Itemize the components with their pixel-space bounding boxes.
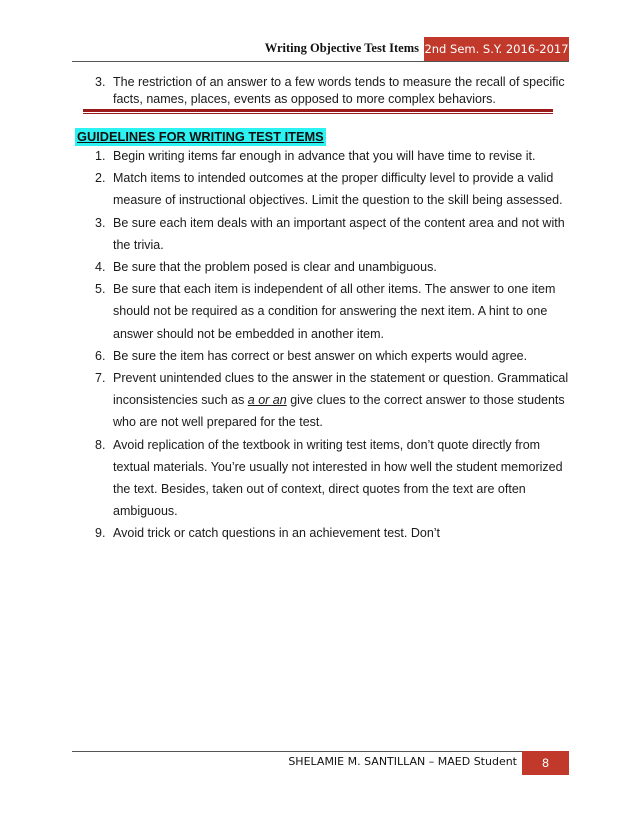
- item-number: 2.: [95, 171, 106, 186]
- item-number: 1.: [95, 149, 106, 163]
- item-number: 8.: [95, 437, 106, 452]
- page-header: [72, 37, 569, 61]
- item-text: Avoid replication of the textbook in writing test items, don’t quote directly from textual materials. You’re usually not interested in how well the student memorized the text. Besides, taken out of context, direct quotes from the text are often ambiguous.: [113, 437, 563, 519]
- list-item: [95, 256, 573, 278]
- item-text: Be sure that each item is independent of all other items. The answer to one item should not be required as a condition for answering the next item. A hint to one answer should not be embedded in another item.: [113, 282, 556, 341]
- item-text: The restriction of an answer to a few words tends to measure the recall of specific facts, names, places, events as opposed to more complex behaviors.: [113, 75, 565, 106]
- list-item: [95, 345, 573, 367]
- item-text: Begin writing items far enough in advance that you will have time to revise it.: [113, 149, 536, 163]
- header-title: Writing Objective Test Items: [264, 41, 419, 55]
- page-footer: [72, 751, 569, 770]
- continued-list-item: [95, 74, 565, 108]
- item-number: 7.: [95, 371, 106, 386]
- item-number: 3.: [95, 215, 106, 230]
- item-text-after: give clues to the correct answer to those students who are not well prepared for the test.: [113, 393, 565, 430]
- list-item: [95, 145, 573, 167]
- item-text-before: Prevent unintended clues to the answer in the statement or question. Grammatical inconsistencies such as: [113, 371, 569, 408]
- item-number: 9.: [95, 526, 106, 541]
- item-text: Be sure that the problem posed is clear and unambiguous.: [113, 260, 437, 275]
- item-text: Be sure the item has correct or best answer on which experts would agree.: [113, 348, 528, 363]
- section-heading: GUIDELINES FOR WRITING TEST ITEMS: [77, 129, 324, 144]
- item-text: Avoid trick or catch questions in an achievement test. Don’t: [113, 526, 441, 541]
- footer-rule: [72, 751, 569, 752]
- item-number: 6.: [95, 348, 106, 363]
- list-item: [95, 367, 573, 434]
- guidelines-list: [95, 145, 573, 545]
- page-number: 8: [522, 751, 569, 775]
- footer-author: SHELAMIE M. SANTILLAN – MAED Student: [288, 755, 517, 768]
- list-item: [95, 278, 573, 345]
- item-text-emphasis: a or an: [247, 393, 287, 408]
- header-rule: [72, 61, 569, 62]
- section-divider: [83, 109, 553, 112]
- item-text: Match items to intended outcomes at the proper difficulty level to provide a valid measure of instructional objectives. Limit the question to the skill being assessed.: [113, 171, 563, 208]
- list-item: [95, 167, 573, 211]
- item-number: 5.: [95, 282, 106, 297]
- item-text: Be sure each item deals with an important aspect of the content area and not with the trivia.: [113, 215, 565, 252]
- list-item: [95, 212, 573, 256]
- item-number: 3.: [95, 75, 106, 89]
- header-semester-badge: 2nd Sem. S.Y. 2016-2017: [424, 37, 569, 61]
- list-item: [95, 522, 573, 544]
- list-item: [95, 434, 573, 523]
- item-number: 4.: [95, 260, 106, 275]
